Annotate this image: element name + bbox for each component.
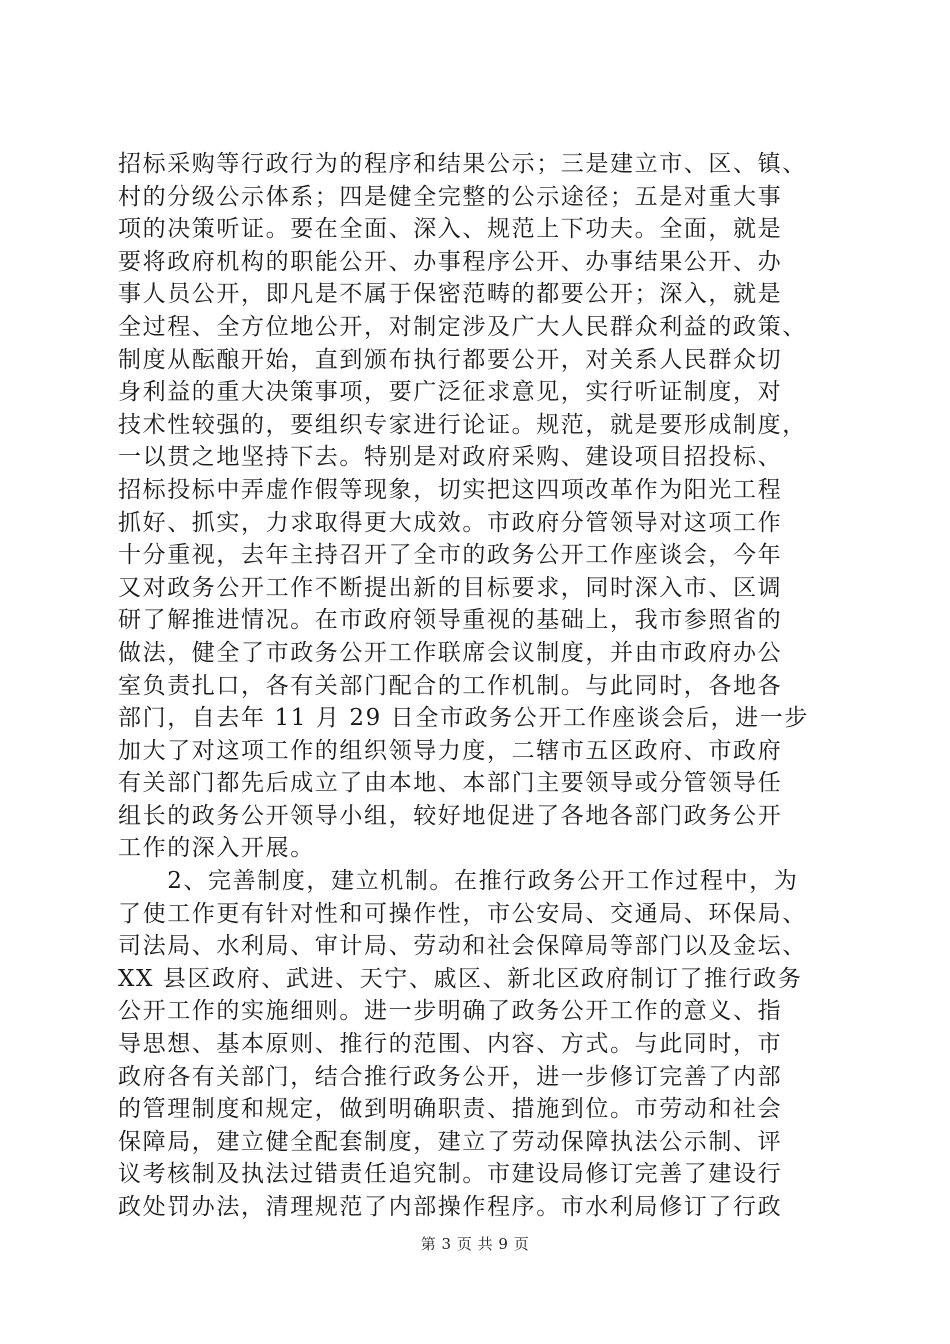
page-footer: 第 3 页 共 9 页 xyxy=(420,1235,530,1253)
text-line: 项的决策听证。要在全面、深入、规范上下功夫。全面，就是 xyxy=(118,216,783,243)
text-line: 技术性较强的，要组织专家进行论证。规范，就是要形成制度， xyxy=(118,411,807,438)
text-line: 的管理制度和规定，做到明确职责、措施到位。市劳动和社会 xyxy=(118,1096,783,1123)
body-text xyxy=(118,148,838,1224)
text-line: 有关部门都先后成立了由本地、本部门主要领导或分管领导任 xyxy=(118,770,783,797)
text-line: 公开工作的实施细则。进一步明确了政务公开工作的意义、指 xyxy=(118,998,783,1025)
text-line: 组长的政务公开领导小组，较好地促进了各地各部门政务公开 xyxy=(118,802,783,829)
text-line: 工作的深入开展。 xyxy=(118,835,315,862)
text-line: 又对政务公开工作不断提出新的目标要求，同时深入市、区调 xyxy=(118,574,783,601)
paragraph-start-line: 2、完善制度，建立机制。在推行政务公开工作过程中，为 xyxy=(118,868,799,895)
text-line: 政处罚办法，清理规范了内部操作程序。市水利局修订了行政 xyxy=(118,1194,783,1220)
text-line: 村的分级公示体系；四是健全完整的公示途径；五是对重大事 xyxy=(118,183,783,210)
text-line: 身利益的重大决策事项，要广泛征求意见，实行听证制度，对 xyxy=(118,379,783,406)
text-line: 议考核制及执法过错责任追究制。市建设局修订完善了建设行 xyxy=(118,1161,783,1188)
text-line: 事人员公开，即凡是不属于保密范畴的都要公开；深入，就是 xyxy=(118,281,783,308)
text-line: 导思想、基本原则、推行的范围、内容、方式。与此同时，市 xyxy=(118,1031,783,1058)
text-line: 司法局、水利局、审计局、劳动和社会保障局等部门以及金坛、 xyxy=(118,933,807,960)
text-line: 招标采购等行政行为的程序和结果公示；三是建立市、区、镇、 xyxy=(118,151,807,177)
text-line: 室负责扎口，各有关部门配合的工作机制。与此同时，各地各 xyxy=(118,672,783,699)
text-line: 抓好、抓实，力求取得更大成效。市政府分管领导对这项工作 xyxy=(118,509,783,536)
text-line: 招标投标中弄虚作假等现象，切实把这四项改革作为阳光工程 xyxy=(118,476,783,503)
text-line: 部门，自去年 11 月 29 日全市政务公开工作座谈会后，进一步 xyxy=(118,705,809,732)
text-line: 加大了对这项工作的组织领导力度，二辖市五区政府、市政府 xyxy=(118,737,783,764)
text-line: XX 县区政府、武进、天宁、戚区、新北区政府制订了推行政务 xyxy=(118,965,803,992)
text-line: 做法，健全了市政务公开工作联席会议制度，并由市政府办公 xyxy=(118,639,783,666)
text-line: 十分重视，去年主持召开了全市的政务公开工作座谈会，今年 xyxy=(118,542,783,569)
text-line: 政府各有关部门，结合推行政务公开，进一步修订完善了内部 xyxy=(118,1063,783,1090)
text-line: 保障局，建立健全配套制度，建立了劳动保障执法公示制、评 xyxy=(118,1128,783,1155)
text-line: 全过程、全方位地公开，对制定涉及广大人民群众利益的政策、 xyxy=(118,313,807,340)
text-line: 研了解推进情况。在市政府领导重视的基础上，我市参照省的 xyxy=(118,607,783,634)
text-line: 制度从酝酿开始，直到颁布执行都要公开，对关系人民群众切 xyxy=(118,346,783,373)
text-line: 了使工作更有针对性和可操作性，市公安局、交通局、环保局、 xyxy=(118,900,807,927)
text-line: 要将政府机构的职能公开、办事程序公开、办事结果公开、办 xyxy=(118,248,783,275)
text-line: 一以贯之地坚持下去。特别是对政府采购、建设项目招投标、 xyxy=(118,444,783,471)
